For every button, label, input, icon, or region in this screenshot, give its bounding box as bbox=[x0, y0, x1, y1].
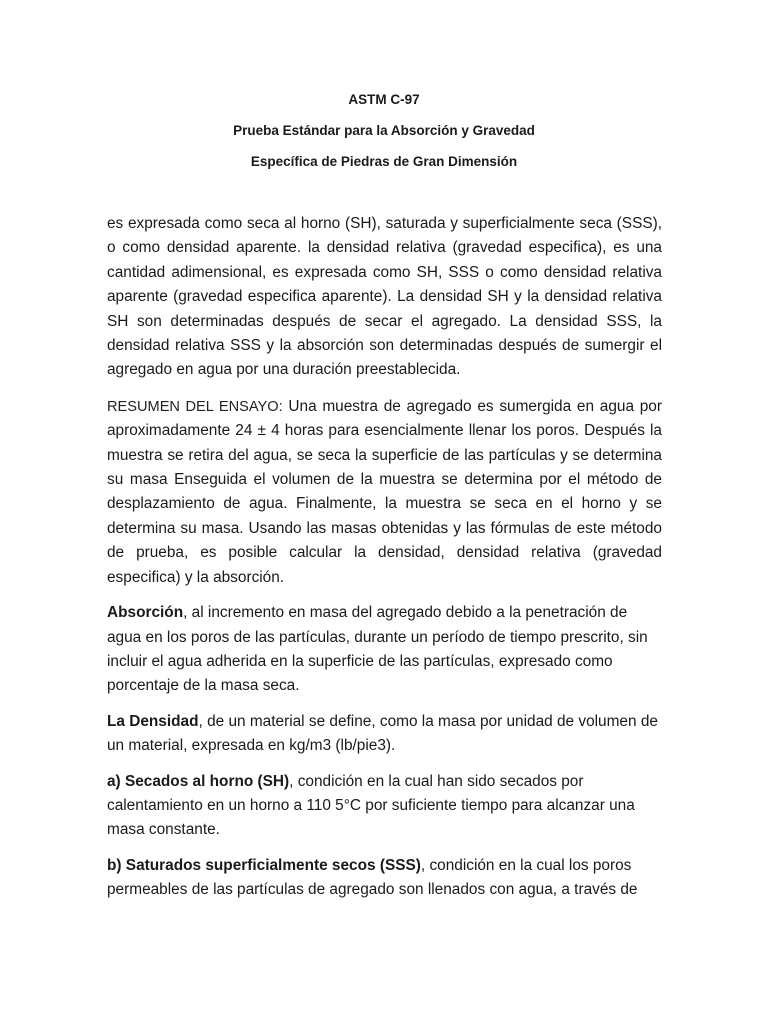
sss-definition: , condición en la cual los poros permeables de las partículas de agregado son llenados con agua, a través de bbox=[107, 856, 638, 899]
secado-horno-definition: , condición en la cual han sido secados por calentamiento en un horno a 110 5°C por suficiente tiempo para alcanzar una masa constante. bbox=[107, 772, 635, 839]
sss-term: b) Saturados superficialmente secos (SSS) bbox=[107, 856, 421, 874]
document-title-line-1: Prueba Estándar para la Absorción y Gravedad bbox=[233, 123, 535, 138]
densidad-definition: , de un material se define, como la masa por unidad de volumen de un material, expresada en kg/m3 (lb/pie3). bbox=[107, 712, 658, 755]
resumen-text: Una muestra de agregado es sumergida en agua por aproximadamente 24 ± 4 horas para esencialmente llenar los poros. Después la muestra se retira del agua, se seca la superficie de las partículas y se determina su masa Enseguida el volumen de la muestra se determina por el método de desplazamiento de agua. Finalmente, la muestra se seca en el horno y se determina su masa. Usando las masas obtenidas y las fórmulas de este método de prueba, es posible calcular la densidad, densidad relativa (gravedad especifica) y la absorción. bbox=[107, 397, 662, 586]
absorcion-paragraph bbox=[107, 601, 662, 699]
densidad-term: La Densidad bbox=[107, 712, 199, 730]
document-title-line-2: Específica de Piedras de Gran Dimensión bbox=[250, 154, 518, 169]
absorcion-definition: , al incremento en masa del agregado debido a la penetración de agua en los poros de las partículas, durante un período de tiempo prescrito, sin incluir el agua adherida en la superficie de las partículas, expresado como porcentaje de la masa seca. bbox=[107, 604, 648, 695]
resumen-heading: RESUMEN DEL ENSAYO: bbox=[107, 398, 283, 415]
absorcion-term: Absorción bbox=[107, 604, 184, 622]
resumen-paragraph bbox=[107, 395, 662, 590]
document-code-title: ASTM C-97 bbox=[348, 92, 420, 107]
intro-paragraph: es expresada como seca al horno (SH), saturada y superficialmente seca (SSS), o como densidad aparente. la densidad relativa (gravedad especifica), es una cantidad adimensional, es expresada como SH, SSS o como densidad relativa aparente (gravedad especifica aparente). La densidad SH y la densidad relativa SH son determinadas después de secar el agregado. La densidad SSS, la densidad relativa SSS y la absorción son determinadas después de sumergir el agregado en agua por una duración preestablecida. bbox=[107, 215, 662, 379]
secado-horno-paragraph bbox=[107, 770, 662, 843]
document-body bbox=[107, 212, 662, 903]
sss-paragraph bbox=[107, 854, 662, 903]
secado-horno-term: a) Secados al horno (SH) bbox=[107, 772, 290, 790]
densidad-paragraph bbox=[107, 710, 662, 759]
